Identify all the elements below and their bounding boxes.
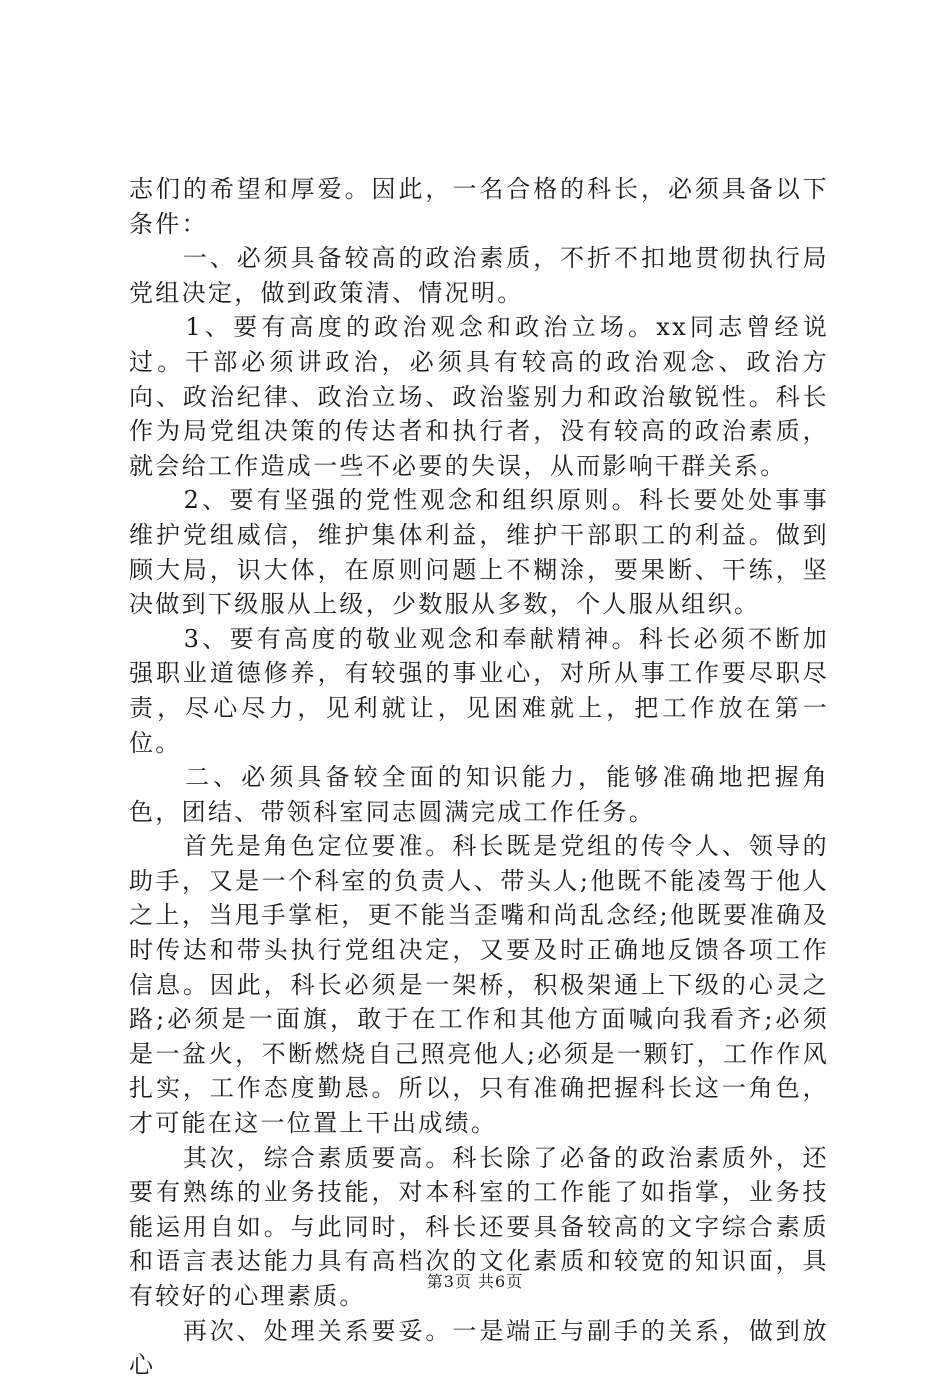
paragraph-section-one-heading: 一、必须具备较高的政治素质，不折不扣地贯彻执行局党组决定，做到政策清、情况明。 [129, 244, 829, 307]
paragraph-point-three: 3、要有高度的敬业观念和奉献精神。科长必须不断加强职业道德修养，有较强的事业心，对所从事工作要尽职尽责，尽心尽力，见利就让，见困难就上，把工作放在第一位。 [129, 624, 829, 757]
page-footer: 第3页 共6页 [426, 1272, 524, 1291]
paragraph-section-two-heading: 二、必须具备较全面的知识能力，能够准确地把握角色，团结、带领科室同志圆满完成工作任务。 [129, 763, 829, 826]
paragraph-point-one: 1、要有高度的政治观念和政治立场。xx同志曾经说过。干部必须讲政治，必须具有较高的政治观念、政治方向、政治纪律、政治立场、政治鉴别力和政治敏锐性。科长作为局党组决策的传达者和执行者，没有较高的政治素质，就会给工作造成一些不必要的失误，从而影响干群关系。 [129, 313, 829, 480]
paragraph-point-two: 2、要有坚强的党性观念和组织原则。科长要处处事事维护党组威信，维护集体利益，维护干部职工的利益。做到顾大局，识大体，在原则问题上不糊涂，要果断、干练，坚决做到下级服从上级，少数服从多数，个人服从组织。 [129, 486, 829, 619]
paragraph-comprehensive-quality: 其次，综合素质要高。科长除了必备的政治素质外，还要有熟练的业务技能，对本科室的工作能了如指掌，业务技能运用自如。与此同时，科长还要具备较高的文字综合素质和语言表达能力具有高档次的文化素质和较宽的知识面，具有较好的心理素质。 [129, 1143, 829, 1310]
paragraph-relationships: 再次、处理关系要妥。一是端正与副手的关系，做到放心 [129, 1316, 829, 1380]
document-body [129, 172, 829, 1383]
paragraph-intro: 志们的希望和厚爱。因此，一名合格的科长，必须具备以下条件： [129, 175, 829, 238]
paragraph-role-positioning: 首先是角色定位要准。科长既是党组的传令人、领导的助手，又是一个科室的负责人、带头人;他既不能凌驾于他人之上，当甩手掌柜，更不能当歪嘴和尚乱念经;他既要准确及时传达和带头执行党组决定，又要及时正确地反馈各项工作信息。因此，科长必须是一架桥，积极架通上下级的心灵之路;必须是一面旗，敢于在工作和其他方面喊向我看齐;必须是一盆火，不断燃烧自己照亮他人;必须是一颗钉，工作作风扎实，工作态度勤恳。所以，只有准确把握科长这一角色，才可能在这一位置上干出成绩。 [129, 832, 829, 1138]
